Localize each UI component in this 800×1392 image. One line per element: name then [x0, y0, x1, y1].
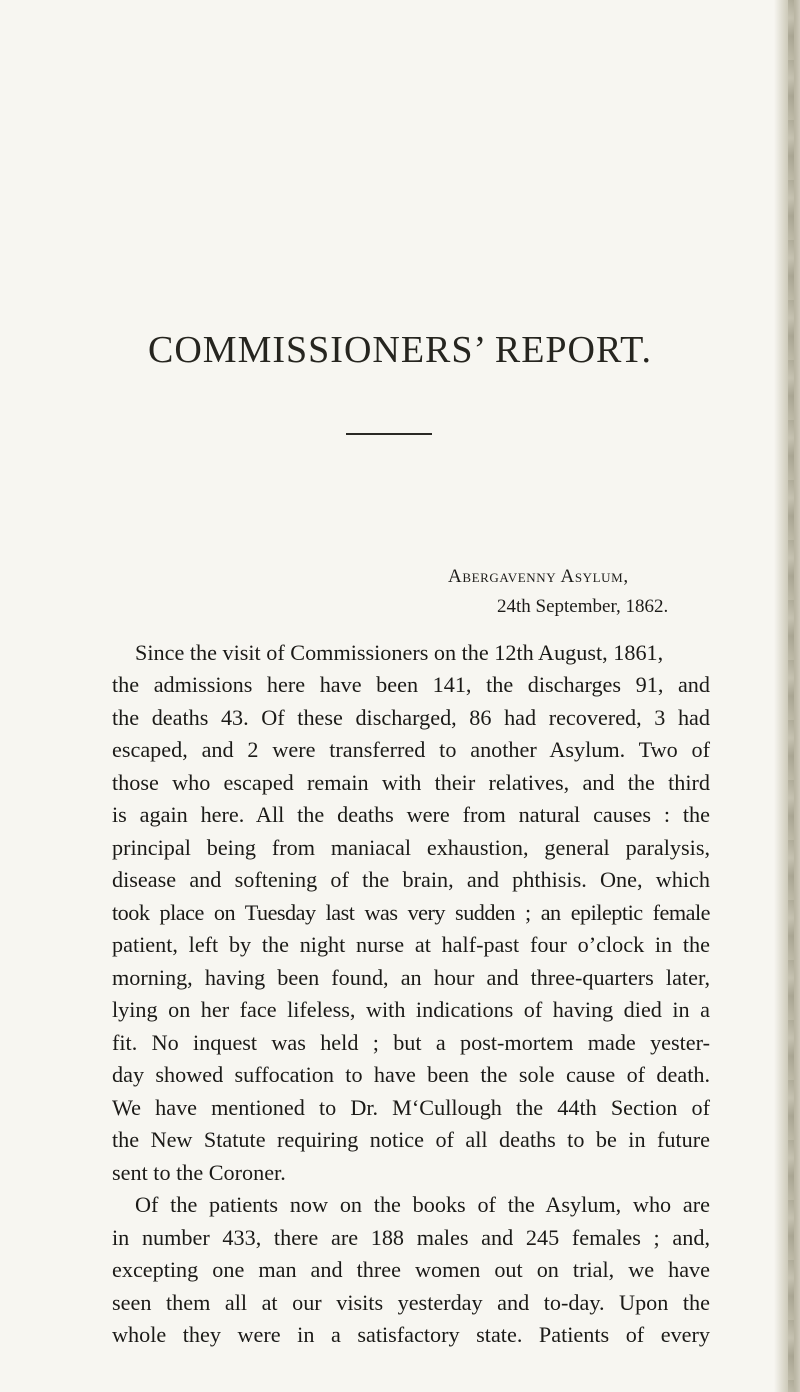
text-line: took place on Tuesday last was very sudden ; an epileptic female — [112, 900, 710, 925]
text-line: the New Statute requiring notice of all deaths to be in future — [112, 1127, 710, 1152]
page-edge-binding — [788, 0, 794, 1392]
text-line: is again here. All the deaths were from natural causes : the — [112, 802, 710, 827]
text-line: Since the visit of Commissioners on the 12th August, 1861, — [135, 640, 664, 665]
text-line: patient, left by the night nurse at half-past four o’clock in the — [112, 932, 710, 957]
text-line: day showed suffocation to have been the sole cause of death. — [112, 1062, 710, 1087]
text-line: sent to the Coroner. — [112, 1160, 286, 1185]
text-line: whole they were in a satisfactory state. Patients of every — [112, 1322, 710, 1347]
text-line: the admissions here have been 141, the discharges 91, and — [112, 672, 710, 697]
text-line: morning, having been found, an hour and three-quarters later, — [112, 965, 710, 990]
text-line: those who escaped remain with their relatives, and the third — [112, 770, 710, 795]
text-line: lying on her face lifeless, with indications of having died in a — [112, 997, 710, 1022]
report-title: COMMISSIONERS’ REPORT. — [148, 329, 652, 371]
text-line: disease and softening of the brain, and phthisis. One, which — [112, 867, 710, 892]
text-line: We have mentioned to Dr. M‘Cullough the 44th Section of — [112, 1095, 710, 1120]
text-line: in number 433, there are 188 males and 245 females ; and, — [112, 1225, 710, 1250]
text-line: escaped, and 2 were transferred to another Asylum. Two of — [112, 737, 710, 762]
text-line: fit. No inquest was held ; but a post-mortem made yester- — [112, 1030, 710, 1055]
text-line: the deaths 43. Of these discharged, 86 had recovered, 3 had — [112, 705, 710, 730]
text-line: Of the patients now on the books of the Asylum, who are — [135, 1192, 710, 1217]
text-line: excepting one man and three women out on trial, we have — [112, 1257, 710, 1282]
page-edge-shadow — [774, 0, 800, 1392]
title-divider — [346, 433, 432, 435]
text-line: seen them all at our visits yesterday and to-day. Upon the — [112, 1290, 710, 1315]
report-place: Abergavenny Asylum, — [448, 566, 629, 587]
report-date: 24th September, 1862. — [497, 596, 669, 617]
text-line: principal being from maniacal exhaustion, general paralysis, — [112, 835, 710, 860]
